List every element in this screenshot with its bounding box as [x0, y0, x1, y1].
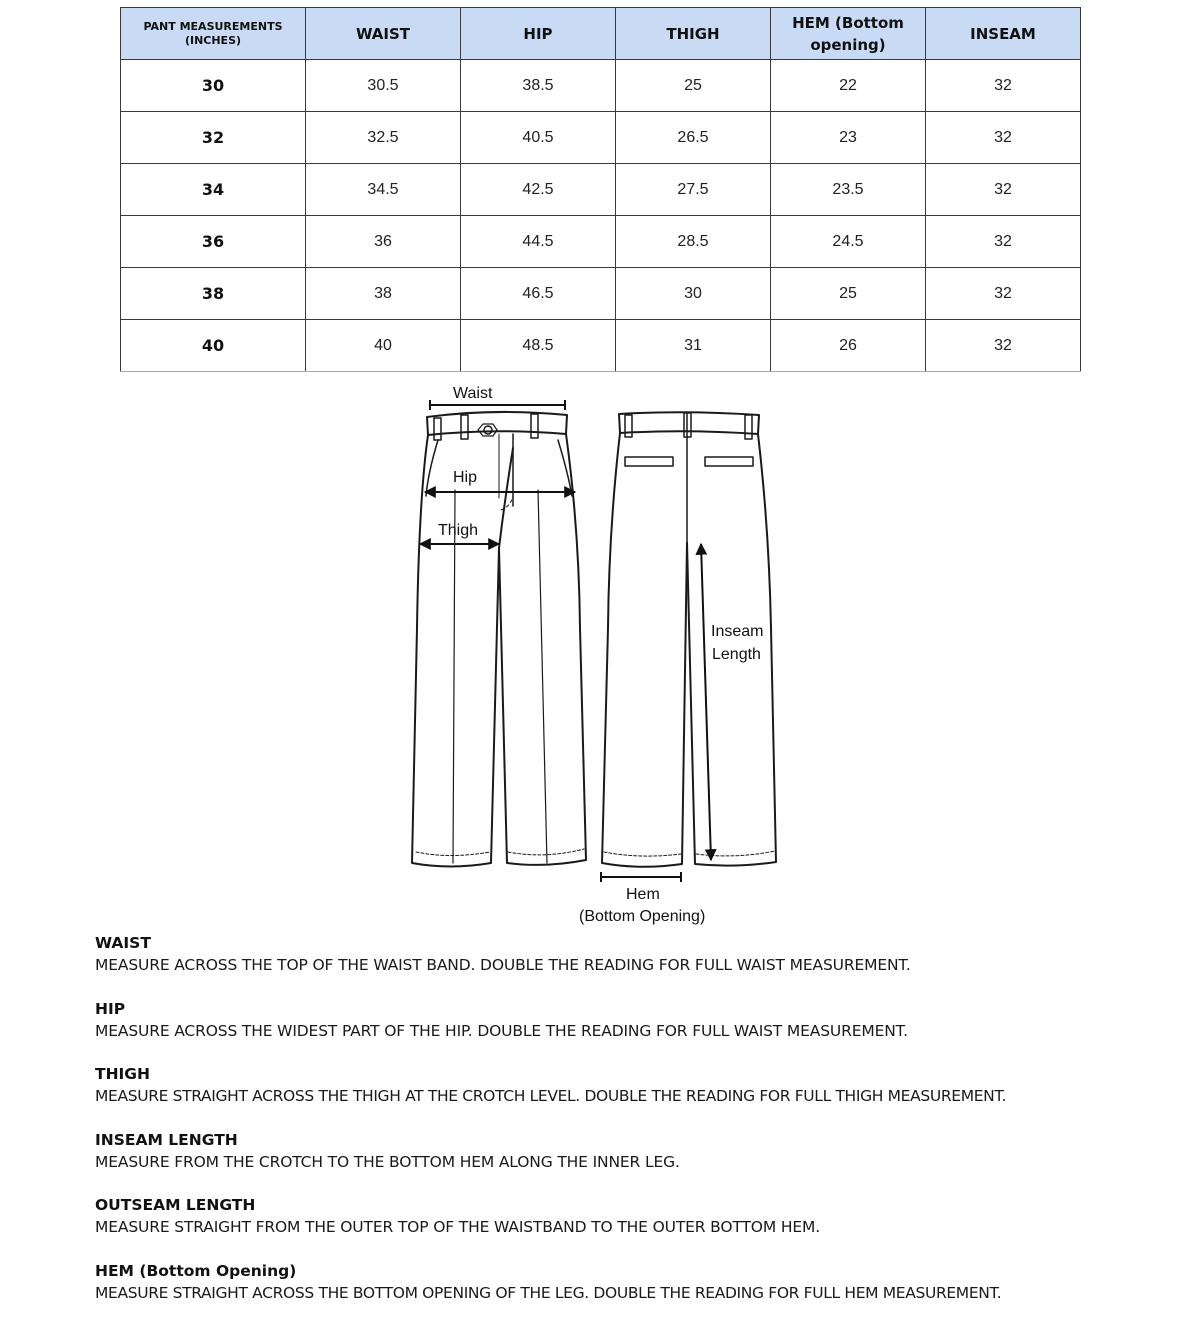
hem-cell: 25	[771, 268, 926, 320]
definition-term: INSEAM LENGTH	[95, 1130, 1185, 1150]
hip-cell: 46.5	[461, 268, 616, 320]
inseam-cell: 32	[926, 320, 1081, 372]
definition-term: HEM (Bottom Opening)	[95, 1261, 1185, 1281]
waist-cell: 38	[306, 268, 461, 320]
header-label: HIP	[523, 25, 552, 43]
table-row	[121, 320, 1081, 372]
header-hem	[771, 8, 926, 60]
inseam-cell: 32	[926, 60, 1081, 112]
hip-label: Hip	[453, 469, 477, 487]
header-thigh	[616, 8, 771, 60]
measurement-instructions	[95, 933, 1185, 1326]
size-cell: 32	[121, 112, 306, 164]
hem-cell: 23	[771, 112, 926, 164]
definition-text: MEASURE ACROSS THE WIDEST PART OF THE HIP. DOUBLE THE READING FOR FULL WAIST MEASUREMENT.	[95, 1019, 1185, 1043]
size-chart-table	[120, 7, 1081, 372]
thigh-cell: 30	[616, 268, 771, 320]
waist-cell: 34.5	[306, 164, 461, 216]
waist-cell: 36	[306, 216, 461, 268]
inseam-label: Inseam	[711, 623, 763, 641]
thigh-cell: 28.5	[616, 216, 771, 268]
inseam-arrow	[701, 544, 711, 860]
thigh-cell: 26.5	[616, 112, 771, 164]
definition-term: HIP	[95, 999, 1185, 1019]
inseam-cell: 32	[926, 112, 1081, 164]
size-cell: 40	[121, 320, 306, 372]
definition-inseam-length	[95, 1130, 1185, 1196]
definition-text: MEASURE ACROSS THE TOP OF THE WAIST BAND. DOUBLE THE READING FOR FULL WAIST MEASUREMENT.	[95, 953, 1185, 977]
hem-cell: 24.5	[771, 216, 926, 268]
thigh-cell: 27.5	[616, 164, 771, 216]
thigh-label: Thigh	[438, 522, 478, 540]
definition-text: MEASURE STRAIGHT FROM THE OUTER TOP OF THE WAISTBAND TO THE OUTER BOTTOM HEM.	[95, 1215, 1185, 1239]
definition-term: WAIST	[95, 933, 1185, 953]
size-cell: 36	[121, 216, 306, 268]
hip-cell: 44.5	[461, 216, 616, 268]
front-view-pants	[412, 412, 586, 867]
size-cell: 30	[121, 60, 306, 112]
definition-text: MEASURE STRAIGHT ACROSS THE THIGH AT THE CROTCH LEVEL. DOUBLE THE READING FOR FULL THIGH MEASUREMENT.	[95, 1084, 1185, 1108]
definition-text: MEASURE STRAIGHT ACROSS THE BOTTOM OPENING OF THE LEG. DOUBLE THE READING FOR FULL HEM MEASUREMENT.	[95, 1281, 1185, 1305]
hem-label: Hem	[626, 886, 660, 904]
size-cell: 38	[121, 268, 306, 320]
header-label: WAIST	[356, 25, 410, 43]
definition-waist	[95, 933, 1185, 999]
definition-term: THIGH	[95, 1064, 1185, 1084]
hem-bottom-opening-label: (Bottom Opening)	[579, 908, 705, 926]
hem-cell: 22	[771, 60, 926, 112]
hip-cell: 42.5	[461, 164, 616, 216]
table-row	[121, 164, 1081, 216]
table-header-row	[121, 8, 1081, 60]
definition-thigh	[95, 1064, 1185, 1130]
header-inseam	[926, 8, 1081, 60]
waist-cell: 32.5	[306, 112, 461, 164]
definition-hem	[95, 1261, 1185, 1326]
inseam-cell: 32	[926, 216, 1081, 268]
size-cell: 34	[121, 164, 306, 216]
header-label: INSEAM	[970, 25, 1036, 43]
inseam-cell: 32	[926, 268, 1081, 320]
definition-text: MEASURE FROM THE CROTCH TO THE BOTTOM HEM ALONG THE INNER LEG.	[95, 1150, 1185, 1174]
header-label: THIGH	[666, 25, 719, 43]
waist-cell: 30.5	[306, 60, 461, 112]
header-label: PANT MEASUREMENTS (INCHES)	[143, 20, 282, 47]
table-row	[121, 216, 1081, 268]
hem-cell: 26	[771, 320, 926, 372]
waist-cell: 40	[306, 320, 461, 372]
hip-cell: 48.5	[461, 320, 616, 372]
definition-hip	[95, 999, 1185, 1065]
hip-cell: 38.5	[461, 60, 616, 112]
table-row	[121, 60, 1081, 112]
header-hip	[461, 8, 616, 60]
header-pant-measurements	[121, 8, 306, 60]
pants-measurement-diagram	[395, 378, 785, 933]
definition-outseam-length	[95, 1195, 1185, 1261]
waist-label: Waist	[453, 385, 492, 403]
hip-cell: 40.5	[461, 112, 616, 164]
header-label: HEM (Bottom opening)	[792, 14, 904, 54]
inseam-cell: 32	[926, 164, 1081, 216]
inseam-length-label: Length	[712, 646, 761, 664]
table-row	[121, 268, 1081, 320]
hem-cell: 23.5	[771, 164, 926, 216]
definition-term: OUTSEAM LENGTH	[95, 1195, 1185, 1215]
table-row	[121, 112, 1081, 164]
thigh-cell: 31	[616, 320, 771, 372]
header-waist	[306, 8, 461, 60]
thigh-cell: 25	[616, 60, 771, 112]
